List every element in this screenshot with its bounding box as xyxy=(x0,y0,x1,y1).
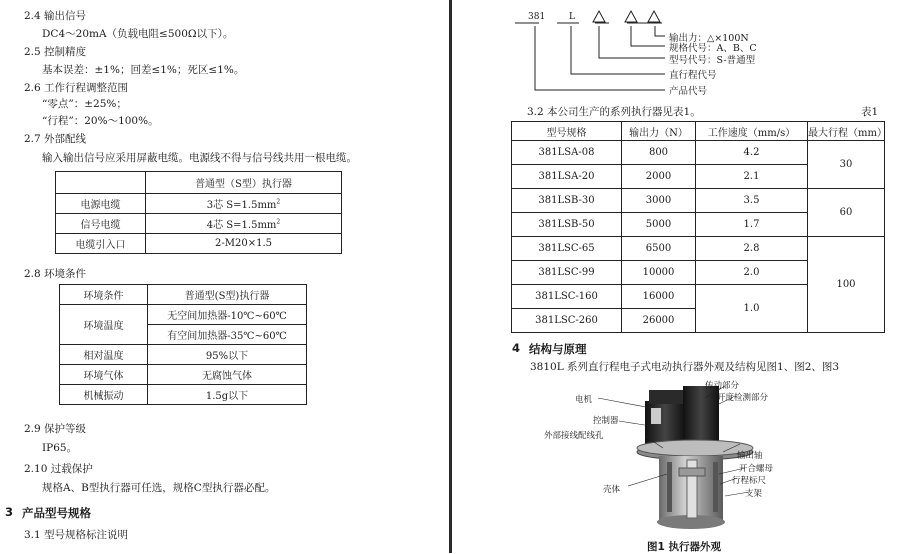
section-3-1-heading: 3.1 型号规格标注说明 xyxy=(24,529,129,541)
table1-speed: 1.7 xyxy=(696,213,808,237)
table1-force: 5000 xyxy=(622,213,696,237)
environment-table xyxy=(59,284,307,405)
table1-force: 2000 xyxy=(622,165,696,189)
section-3-number: 3 xyxy=(5,505,14,519)
code-label-type: 型号代号：S-普通型 xyxy=(669,55,756,66)
wiring-table-header: 普通型（S型）执行器 xyxy=(146,172,342,194)
triangle-icon xyxy=(648,11,660,22)
env-row-value: 无腐蚀气体 xyxy=(148,365,307,385)
table1-model: 381LSA-08 xyxy=(512,141,622,165)
label-motor: 电机 xyxy=(575,395,593,405)
table-number: 表1 xyxy=(861,106,879,118)
section-3-2-heading: 3.2 本公司生产的系列执行器见表1。 xyxy=(527,106,701,118)
section-2-8-heading: 2.8 环境条件 xyxy=(24,268,87,280)
wiring-row-value: 2-M20×1.5 xyxy=(146,234,342,254)
section-4-title: 结构与原理 xyxy=(529,342,587,356)
env-row-value: 95%以下 xyxy=(148,345,307,365)
code-label-force: 输出力：△×100N xyxy=(669,33,749,44)
table1-header: 型号规格 xyxy=(512,122,622,141)
actuator-series-table xyxy=(511,121,885,333)
label-split-nut: 开合螺母 xyxy=(739,464,774,474)
table1-force: 26000 xyxy=(622,309,696,333)
table1-model: 381LSC-99 xyxy=(512,261,622,285)
table1-stroke: 30 xyxy=(808,141,885,189)
code-letter: L xyxy=(569,12,575,22)
section-2-6-heading: 2.6 工作行程调整范围 xyxy=(24,82,129,94)
table1-model: 381LSC-65 xyxy=(512,237,622,261)
env-temp-value: 有空间加热器-35℃~60℃ xyxy=(148,325,307,345)
wiring-row-value: 4芯 $S=1.5mm^2$ xyxy=(146,214,342,234)
left-page xyxy=(0,0,447,553)
wiring-table-corner xyxy=(56,172,146,194)
page-divider xyxy=(449,0,452,553)
table1-model: 381LSB-30 xyxy=(512,189,622,213)
section-2-5-heading: 2.5 控制精度 xyxy=(24,46,87,58)
table1-force: 10000 xyxy=(622,261,696,285)
label-stroke-scale: 行程标尺 xyxy=(732,476,767,486)
table1-model: 381LSC-160 xyxy=(512,285,622,309)
table1-model: 381LSC-260 xyxy=(512,309,622,333)
env-temp-label: 环境温度 xyxy=(60,305,148,345)
table1-force: 3000 xyxy=(622,189,696,213)
code-label-spec: 规格代号：A、B、C xyxy=(669,43,757,54)
code-label-stroke: 直行程代号 xyxy=(669,70,717,81)
table1-force: 16000 xyxy=(622,285,696,309)
section-2-10-text: 规格A、B型执行器可任选，规格C型执行器必配。 xyxy=(42,482,276,494)
table1-header: 最大行程（mm） xyxy=(808,122,885,141)
section-2-7-heading: 2.7 外部配线 xyxy=(24,133,87,145)
section-2-4-text: DC4～20mA（负载电阻≤500Ω以下）。 xyxy=(42,28,234,40)
wiring-row-label: 信号电缆 xyxy=(56,214,146,234)
section-4-number: 4 xyxy=(512,341,521,355)
wiring-row-label: 电缆引入口 xyxy=(56,234,146,254)
env-table-header-condition: 环境条件 xyxy=(60,285,148,305)
env-row-label: 机械振动 xyxy=(60,385,148,405)
label-transmission: 传动部分 xyxy=(705,381,740,391)
section-2-5-text: 基本误差：±1%；回差≤1%；死区≤1%。 xyxy=(42,64,245,76)
figure-caption: 图1 执行器外观 xyxy=(647,541,721,553)
section-3-title: 产品型号规格 xyxy=(22,506,91,520)
table1-speed: 2.8 xyxy=(696,237,808,261)
label-position-detection: 开度检测部分 xyxy=(717,393,769,403)
env-row-label: 相对温度 xyxy=(60,345,148,365)
table1-model: 381LSB-50 xyxy=(512,213,622,237)
section-2-6-stroke: “行程”：20%～100%。 xyxy=(42,115,159,127)
env-table-header-type: 普通型(S型)执行器 xyxy=(148,285,307,305)
section-2-7-text: 输入输出信号应采用屏蔽电缆。电源线不得与信号线共用一根电缆。 xyxy=(42,152,357,164)
triangle-icon xyxy=(593,11,605,22)
table1-speed: 2.1 xyxy=(696,165,808,189)
env-temp-value: 无空间加热器-10℃~60℃ xyxy=(148,305,307,325)
label-bracket: 支架 xyxy=(745,489,763,499)
label-output-shaft: 输出轴 xyxy=(737,451,763,461)
section-2-6-zero: “零点”：±25%； xyxy=(42,98,127,110)
label-controller: 控制器 xyxy=(593,416,619,426)
table1-header: 工作速度（mm/s） xyxy=(696,122,808,141)
triangle-icon xyxy=(625,11,637,22)
section-2-9-heading: 2.9 保护等级 xyxy=(24,423,87,435)
env-row-label: 环境气体 xyxy=(60,365,148,385)
label-wiring-hole: 外部接线配线孔 xyxy=(544,431,604,441)
table1-stroke: 100 xyxy=(808,237,885,333)
section-2-9-text: IP65。 xyxy=(42,442,78,454)
table1-force: 800 xyxy=(622,141,696,165)
leader-lines xyxy=(555,376,855,506)
table1-speed: 2.0 xyxy=(696,261,808,285)
wiring-row-value: 3芯 $S=1.5mm^2$ xyxy=(146,194,342,214)
table1-model: 381LSA-20 xyxy=(512,165,622,189)
section-4-text: 3810L 系列直行程电子式电动执行器外观及结构见图1、图2、图3 xyxy=(530,361,840,373)
section-2-10-heading: 2.10 过载保护 xyxy=(24,463,93,475)
table1-speed: 3.5 xyxy=(696,189,808,213)
label-housing: 壳体 xyxy=(603,485,621,495)
wiring-table xyxy=(55,171,342,254)
table1-stroke: 60 xyxy=(808,189,885,237)
right-page xyxy=(455,0,900,553)
section-2-4-heading: 2.4 输出信号 xyxy=(24,10,87,22)
env-row-value: 1.5g以下 xyxy=(148,385,307,405)
wiring-row-label: 电源电缆 xyxy=(56,194,146,214)
table1-header: 输出力（N） xyxy=(622,122,696,141)
code-label-product: 产品代号 xyxy=(669,86,708,97)
table1-force: 6500 xyxy=(622,237,696,261)
table1-speed: 4.2 xyxy=(696,141,808,165)
table1-speed: 1.0 xyxy=(696,285,808,333)
code-prefix: 381 xyxy=(528,12,546,22)
